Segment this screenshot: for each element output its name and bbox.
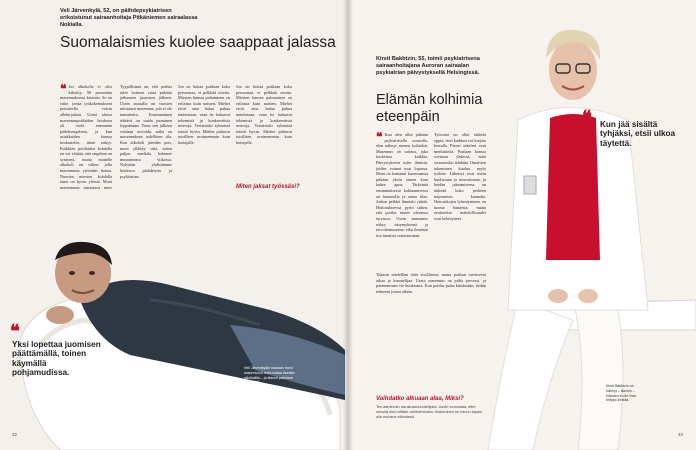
- man-on-couch-photo: [0, 190, 348, 450]
- right-photo-caption: Kirsti Bakbtzin on nähnyt – liiankin – elämien ei ole ihan helppo kestää.: [606, 384, 636, 403]
- right-body-col-3: Tokasin mielelläni töitä sivullisena, mutta potilaat tarvitsevat aikaa ja kuuntelijaa. Usein masennus on pitkä prosessi, ja paraneminen vie kuukausia. Kun potilas palaa kiittämään, tiedän tehneeni jotain oikein.: [376, 272, 486, 294]
- left-photo-caption: Veli Järvenkylän mukaan moni masentunut mies hoitaa itseään alkoholilla – ja tilanne pahenee kierteeksi.: [244, 366, 295, 385]
- left-body-col-4: Joo on hoitaa potilaan koko persoonaa, ei pelkkää oiretta. Miesten kanssa puhuminen on erilaista kuin naisten. Miehet eivät aina halua puhua tunteistaan, vaan he haluavat tekemistä ja konkreettisia neuvoja. Vertaistuki ryhmissä toimii hyvin. Miehet puhuvat toisilleen avoimemmin kuin hoitajalle.: [236, 84, 292, 145]
- pullquote-quote-icon: ❝: [10, 321, 20, 341]
- right-answer-text: Ten aamiumin sisustusavuuntelijoita. Usein tunnustaa, ettei minulla olisi mitään vaihtoehtoista. Hoitaminen on minun tapani olla mukana elämässä.: [376, 405, 482, 419]
- right-body-col-1: ❝ Kun olen ollut pitkään psykiatrisella osastolla, olen nähnyt monen kohtalon. Masennus on sairaus, joka koskettaa kaikkia. Päivystykseen tulee ihmisiä, joiden voimat ovat lopussa. Moni on kantanut kuormaansa pitkään yksin ennen kuin hakee apua. Tärkeintä ensimmäisessä kohtaamisessa on kuunnella ja antaa tilaa. Joskus pelkkä läsnäolo riittää. Hoitosuhteessa pyrin siihen, että potilas tuntee olevansa turvassa. Usein masennus näkyy väsymyksenä ja toivottomuutena, eikä ihminen itse tunnista sairastavansa.: [376, 132, 428, 238]
- left-headline: Suomalaismies kuolee saappaat jalassa: [60, 34, 336, 51]
- right-body-col-2: Työssäni on ollut tärkeää oppia, ettei kaikkea voi korjata kerralla. Pienet askeleet ovat merkittäviä. Potilaan kanssa sovitaan yhdessä, mitä seuraavaksi tehdään. Omaisten tukeminen kuuluu myös työhön. Läheiset ovat usein huolissaan ja neuvottomia, ja heidän jaksamisensa on tärkeää koko perheen toipumisen kannalta. Hoitoaikojen lyhentyminen on tuonut haasteita, mutta avohoidon mahdollisuudet ovat kehittyneet.: [434, 132, 486, 221]
- left-body-col-2: Tyypillisintä on, että potilas tulee hoitoon vasta pitkään jatkuneen juomisen jälkeen. Usein taustalla on vuosien mittainen masennus, jota ei ole tunnistettu. Ensimmäinen tehtävä on saada juominen loppumaan. Vasta sen jälkeen voidaan arvioida, mikä on masennuksen todellinen tila. Kun alkoholi jätetään pois, moni yllättyy siitä, miten paljon mieliala kohenee muutamassa viikossa. Nykyään yhdistämme hoidossa päihdetyön ja psykiatrian.: [120, 84, 172, 179]
- left-page-number: 32: [12, 432, 17, 437]
- right-pullquote-quote-icon: ❝: [582, 107, 592, 127]
- quote-marks-icon: ❝: [60, 84, 67, 96]
- quote-marks-icon-right: ❝: [376, 132, 383, 144]
- left-question-subhead: Miten jaksat työssäsi?: [236, 184, 300, 190]
- spine-shadow: [343, 0, 353, 450]
- left-body-col-1: ❝ Jos alkoholia ei olisi keksitty, 90 prosenttia masennuksesta katoaisi. Se on väite, jonka työkokemukseni perusteella voisin allekirjoittaa. Urani alussa masennuspotilaiden hoidossa oli vielä enemmän päihdeongelmia, ja kun asiakkaiden kanssa keskustelee, tämä näkyy. Kaikkien potilaiden kohdalla en voi väittää, että ongelma on syntynyt, mutta monelle alkoholi on väline, jolla masennusta yritetään hoitaa. Nuorten miesten kohdalla tämä on hyvin yleistä. Moni masennusta sairastava mies: [60, 84, 112, 190]
- right-page-number: 33: [678, 432, 683, 437]
- nurse-portrait-photo: [478, 0, 696, 450]
- left-kicker: Veli Järvenkylä, 52, on päihdepsykiatrisen erikoistunut sairaanhoitaja Pitkäniemen sairaalassa Nokialla.: [60, 8, 198, 28]
- right-pullquote: Kun jää sisältä tyhjäksi, etsii ulkoa täytettä.: [600, 120, 676, 148]
- right-question-subhead: Vaihdatko alkuaan alaa, Miksi?: [376, 396, 464, 402]
- right-kicker: Kirsti Bakbtzin, 55, toimii psykiatrisena sairaanhoitajana Auroran sairaalan psykiatrian päivystyksellä Helsingissä.: [376, 56, 480, 76]
- right-headline: Elämän kolhimia eteenpäin: [376, 92, 483, 125]
- left-body-col-3: Joo on hoitaa potilaan koko persoonaa, ei pelkkää oiretta. Miesten kanssa puhuminen on erilaista kuin naisten. Miehet eivät aina halua puhua tunteistaan, vaan he haluavat tekemistä ja konkreettisia neuvoja. Vertaistuki ryhmissä toimii hyvin. Miehet puhuvat toisilleen avoimemmin kuin hoitajalle.: [178, 84, 230, 145]
- left-pullquote: Yksi lopettaa juomisen päättämällä, toinen käymällä pohjamudissa.: [12, 340, 101, 378]
- right-page: [348, 0, 696, 450]
